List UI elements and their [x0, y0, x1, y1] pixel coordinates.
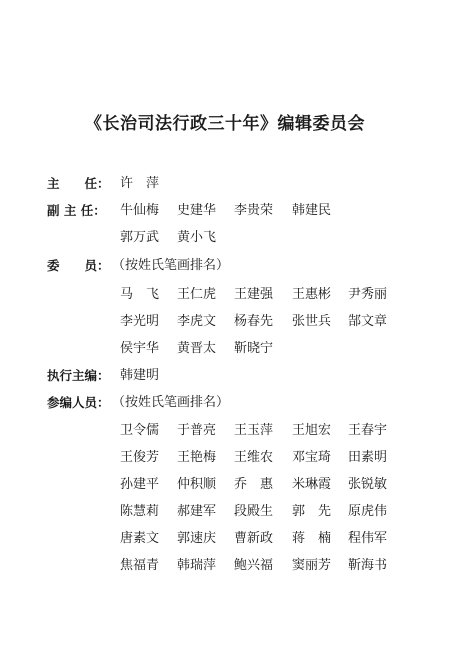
- person-name: 蒋 楠: [292, 531, 332, 546]
- person-name: 王仁虎: [177, 287, 217, 302]
- person-name: 马 飞: [120, 287, 160, 302]
- person-name: 于普亮: [177, 423, 217, 438]
- person-name: 乔 惠: [234, 477, 274, 492]
- person-name: 张世兵: [292, 314, 332, 329]
- person-name: 韩建民: [292, 203, 332, 218]
- person-name: 鲍兴福: [234, 558, 274, 573]
- deputy-label: 副 主 任：: [47, 203, 106, 218]
- person-name: 王玉萍: [234, 423, 274, 438]
- person-name: 王惠彬: [292, 287, 332, 302]
- director-label: 主 任：: [47, 176, 110, 191]
- person-name: 王旭宏: [292, 423, 332, 438]
- person-name: 郜文章: [348, 314, 388, 329]
- person-name: 牛仙梅: [120, 203, 160, 218]
- person-name: 王春宇: [348, 423, 388, 438]
- person-name: 卫令儒: [120, 423, 160, 438]
- person-name: 曹新政: [234, 531, 274, 546]
- person-name: 王俊芳: [120, 450, 160, 465]
- person-name: 仲积顺: [177, 477, 217, 492]
- person-name: 王维农: [234, 450, 274, 465]
- person-name: 尹秀丽: [348, 287, 388, 302]
- members-label: 委 员：: [47, 258, 110, 273]
- person-name: 窦丽芳: [292, 558, 332, 573]
- person-name: 韩瑞萍: [177, 558, 217, 573]
- person-name: 郭万武: [120, 230, 160, 245]
- person-name: 李贵荣: [234, 203, 274, 218]
- person-name: 王建强: [234, 287, 274, 302]
- person-name: 程伟军: [348, 531, 388, 546]
- person-name: 王艳梅: [177, 450, 217, 465]
- contributors-label: 参编人员：: [47, 395, 110, 410]
- person-name: 陈慧莉: [120, 504, 160, 519]
- person-name: 田素明: [348, 450, 388, 465]
- person-name: 张锐敏: [348, 477, 388, 492]
- person-name: 米琳霞: [292, 477, 332, 492]
- executive-editor-label: 执行主编：: [47, 368, 110, 383]
- person-name: 靳海书: [348, 558, 388, 573]
- person-name: 孙建平: [120, 477, 160, 492]
- person-name: 韩建明: [120, 368, 160, 383]
- person-name: 黄小飞: [177, 230, 217, 245]
- person-name: 原虎伟: [348, 504, 388, 519]
- person-name: 杨春先: [234, 314, 274, 329]
- person-name: 许 萍: [120, 176, 160, 191]
- person-name: 李虎文: [177, 314, 217, 329]
- person-name: 邓宝琦: [292, 450, 332, 465]
- person-name: 靳晓宁: [234, 341, 274, 356]
- person-name: 焦福青: [120, 558, 160, 573]
- members-note: （按姓氏笔画排名）: [112, 258, 230, 273]
- person-name: 黄晋太: [177, 341, 217, 356]
- person-name: 侯宇华: [120, 341, 160, 356]
- page-title: 《长治司法行政三十年》编辑委员会: [85, 114, 365, 134]
- person-name: 郝建军: [177, 504, 217, 519]
- person-name: 郭 先: [292, 504, 332, 519]
- contributors-note: （按姓氏笔画排名）: [112, 395, 230, 410]
- person-name: 段殿生: [234, 504, 274, 519]
- person-name: 郭速庆: [177, 531, 217, 546]
- person-name: 唐素文: [120, 531, 160, 546]
- person-name: 李光明: [120, 314, 160, 329]
- person-name: 史建华: [177, 203, 217, 218]
